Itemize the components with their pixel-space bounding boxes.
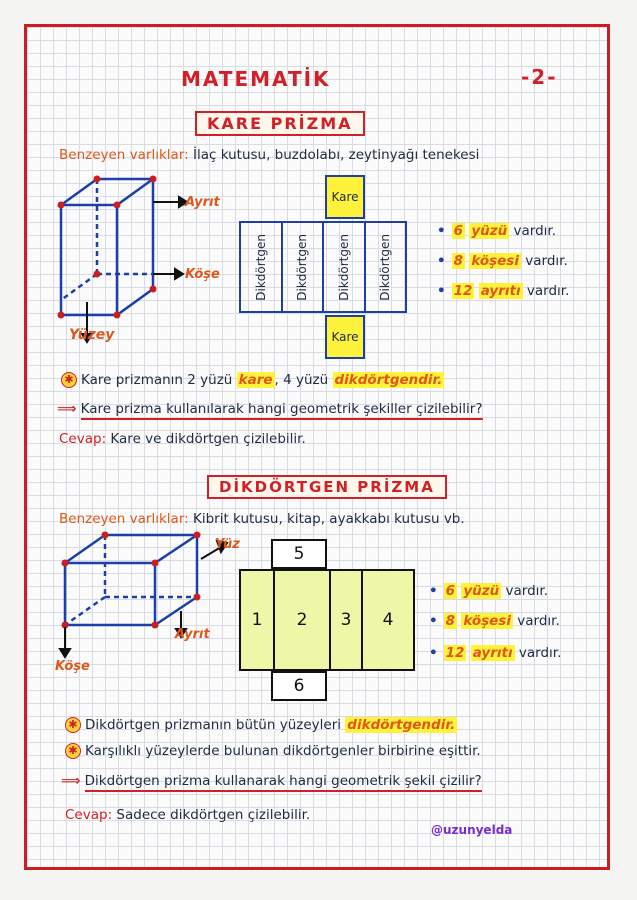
star-bullet-icon: ✱ — [65, 743, 81, 759]
note-kare-prizma: ✱ Kare prizmanın 2 yüzü kare , 4 yüzü dikdörtgendir. — [61, 372, 444, 388]
net-side-2 — [283, 223, 325, 311]
note2-2: ✱ Karşılıklı yüzeylerde bulunan dikdörtgenler birbirine eşittir. — [65, 743, 481, 759]
examples-line-2: Benzeyen varlıklar: Kibrit kutusu, kitap, ayakkabı kutusu vb. — [59, 511, 465, 527]
answer-1: Cevap: Kare ve dikdörtgen çizilebilir. — [59, 431, 306, 447]
cube-hidden-edge-d — [61, 274, 97, 300]
fact2-2: • 8 köşesi vardır. — [429, 613, 560, 629]
net2-middle-strip — [239, 569, 415, 671]
notebook-page — [24, 24, 610, 870]
label-yuz: Yüz — [215, 537, 240, 552]
net2-face-1: 1 — [241, 571, 275, 669]
section-title-dikdortgen-prizma: DİKDÖRTGEN PRİZMA — [207, 475, 447, 499]
page-title: MATEMATİK — [181, 67, 331, 91]
fact-1: • 6 yüzü vardır. — [437, 223, 557, 239]
net2-face-5: 5 — [271, 539, 327, 569]
net-side-1 — [241, 223, 283, 311]
fact2-1: • 6 yüzü vardır. — [429, 583, 549, 599]
examples-text: İlaç kutusu, buzdolabı, zeytinyağı tenekesi — [192, 147, 480, 163]
net-side-4 — [366, 223, 406, 311]
cube-outline — [61, 179, 153, 315]
label-ayrit-2: Ayrıt — [175, 627, 210, 642]
net-side-label: Dikdörtgen — [253, 233, 268, 301]
box-top-face — [65, 535, 197, 563]
note2-1: ✱ Dikdörtgen prizmanın bütün yüzeyleri dikdörtgendir. — [65, 717, 457, 733]
box-drawing — [51, 525, 241, 675]
kare-prizma-net — [239, 175, 407, 361]
net-bottom-square: Kare — [325, 315, 365, 359]
fact-3: • 12 ayrıtı vardır. — [437, 283, 570, 299]
signature: @uzunyelda — [431, 823, 513, 837]
net-top-square: Kare — [325, 175, 365, 219]
answer-2: Cevap: Sadece dikdörtgen çizilebilir. — [65, 807, 311, 823]
star-bullet-icon: ✱ — [61, 372, 77, 388]
label-ayrit: Ayrıt — [185, 195, 220, 210]
net-side-3 — [324, 223, 366, 311]
examples-label: Benzeyen varlıklar: — [59, 147, 189, 163]
star-bullet-icon: ✱ — [65, 717, 81, 733]
net2-face-6: 6 — [271, 671, 327, 701]
question-2: ⟹ Dikdörtgen prizma kullanarak hangi geometrik şekil çizilir? — [61, 773, 482, 789]
fact2-3: • 12 ayrıtı vardır. — [429, 645, 562, 661]
question-1: ⟹ Kare prizma kullanılarak hangi geometrik şekiller çizilebilir? — [57, 401, 483, 417]
label-yuzey: Yüzey — [69, 327, 115, 343]
cube-drawing — [47, 162, 227, 352]
section-title-kare-prizma: KARE PRİZMA — [195, 111, 365, 136]
net2-face-4: 4 — [363, 571, 413, 669]
label-kose-2: Köşe — [55, 659, 90, 674]
box-hidden-edge-d — [65, 597, 105, 625]
net-side-label: Dikdörtgen — [378, 233, 393, 301]
net2-face-3: 3 — [331, 571, 363, 669]
cube-top-face — [61, 179, 153, 205]
arrow-right-icon: ⟹ — [57, 401, 77, 417]
label-kose: Köşe — [185, 267, 220, 282]
net-side-label: Dikdörtgen — [295, 233, 310, 301]
dikdortgen-prizma-net — [239, 539, 415, 701]
net-side-label: Dikdörtgen — [336, 233, 351, 301]
arrow-right-icon: ⟹ — [61, 773, 81, 789]
net-side-strip — [239, 221, 407, 313]
net2-face-2: 2 — [275, 571, 331, 669]
fact-2: • 8 köşesi vardır. — [437, 253, 568, 269]
examples-line-1 — [59, 147, 479, 163]
page-number: -2- — [521, 65, 558, 89]
